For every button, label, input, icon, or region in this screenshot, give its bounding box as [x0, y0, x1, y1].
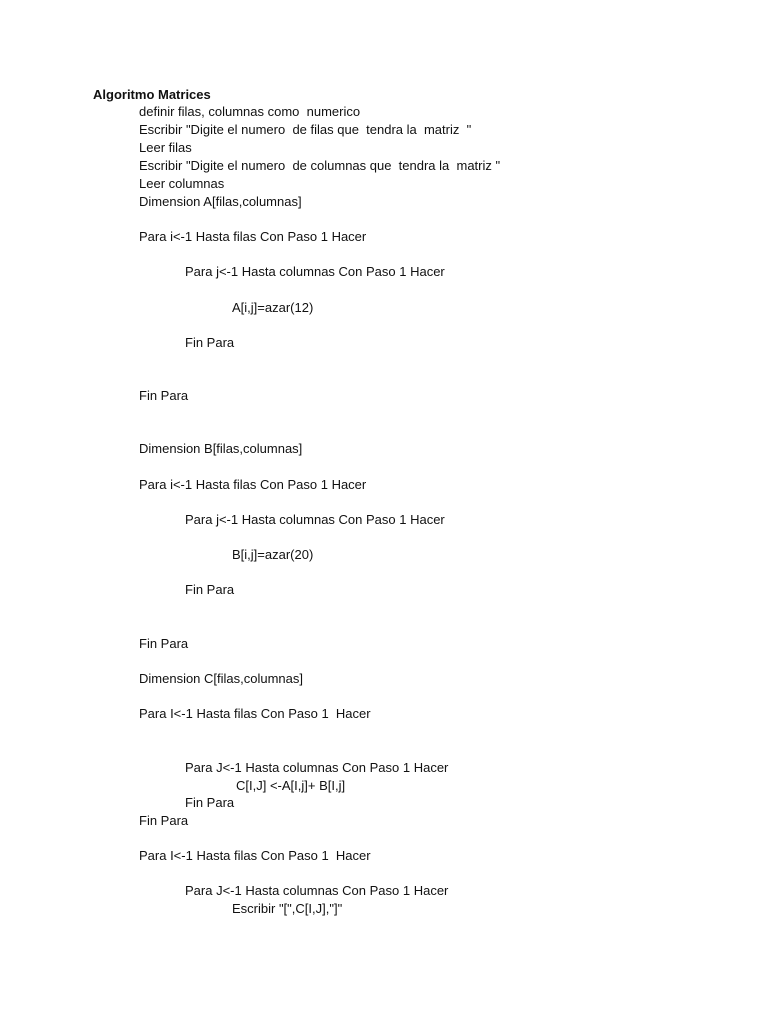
code-line: Para i<-1 Hasta filas Con Paso 1 Hacer — [139, 229, 367, 244]
code-line: Escribir "[",C[I,J],"]" — [232, 901, 343, 916]
code-line: Para J<-1 Hasta columnas Con Paso 1 Hacer — [185, 883, 449, 898]
code-line: Leer filas — [139, 140, 192, 155]
code-line: Dimension C[filas,columnas] — [139, 671, 304, 686]
code-line: definir filas, columnas como numerico — [139, 104, 361, 119]
code-line: Fin Para — [185, 795, 235, 810]
code-line: Dimension B[filas,columnas] — [139, 441, 303, 456]
code-line: Para i<-1 Hasta filas Con Paso 1 Hacer — [139, 477, 367, 492]
code-line: Para I<-1 Hasta filas Con Paso 1 Hacer — [139, 706, 371, 721]
code-line: Para I<-1 Hasta filas Con Paso 1 Hacer — [139, 848, 371, 863]
code-line: Dimension A[filas,columnas] — [139, 194, 302, 209]
code-line: C[I,J] <-A[I,j]+ B[I,j] — [236, 778, 346, 793]
code-line: Fin Para — [139, 636, 189, 651]
code-line: Escribir "Digite el numero de filas que tendra la matriz " — [139, 122, 472, 137]
code-line: Fin Para — [185, 335, 235, 350]
code-line: Leer columnas — [139, 176, 225, 191]
algorithm-title: Algoritmo Matrices — [93, 87, 211, 102]
code-line: Fin Para — [139, 813, 189, 828]
code-line: Para J<-1 Hasta columnas Con Paso 1 Hacer — [185, 760, 449, 775]
code-line: Fin Para — [185, 582, 235, 597]
code-line: Fin Para — [139, 388, 189, 403]
code-line: Escribir "Digite el numero de columnas que tendra la matriz " — [139, 158, 501, 173]
code-line: Para j<-1 Hasta columnas Con Paso 1 Hacer — [185, 264, 445, 279]
code-line: A[i,j]=azar(12) — [232, 300, 314, 315]
code-line: B[i,j]=azar(20) — [232, 547, 314, 562]
code-line: Para j<-1 Hasta columnas Con Paso 1 Hacer — [185, 512, 445, 527]
